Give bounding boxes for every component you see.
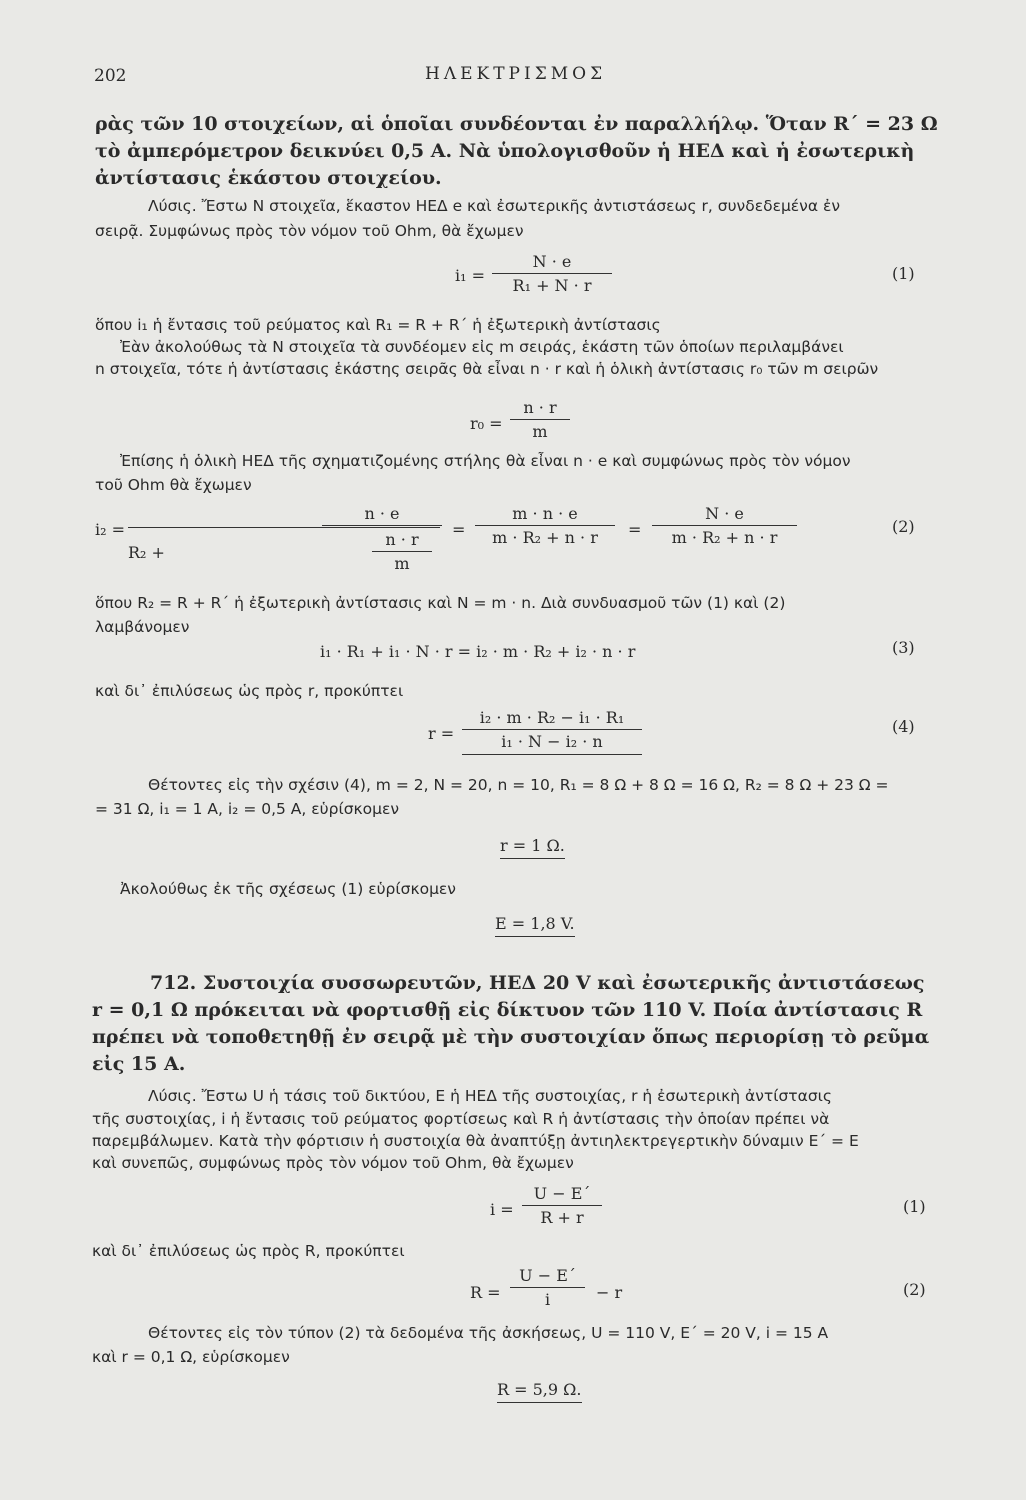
main-fraction-bar	[128, 527, 440, 528]
inner-fraction	[372, 530, 432, 573]
fraction-numerator: n · r	[510, 398, 570, 420]
equation-fraction	[462, 708, 642, 755]
problem-text-line: πρέπει νὰ τοποθετηθῇ ἐν σειρᾷ μὲ τὴν συστοιχίαν ὅπως περιορίσῃ τὸ ρεῦμα	[92, 1026, 930, 1048]
fraction-denominator: m · R₂ + n · r	[671, 528, 778, 547]
equation-lhs: i₁ =	[455, 266, 486, 285]
equals-sign: =	[452, 520, 466, 539]
equation-fraction	[510, 398, 570, 441]
problem-text-line: ρὰς τῶν 10 στοιχείων, αἱ ὁποῖαι συνδέονται ἐν παραλλήλῳ. Ὅταν R΄ = 23 Ω	[95, 113, 938, 135]
fraction-numerator: N · e	[492, 252, 612, 274]
equation-tail: − r	[596, 1283, 623, 1302]
equation-lhs: r =	[428, 724, 455, 743]
problem-text-line: εἰς 15 Α.	[92, 1053, 186, 1075]
equation-lhs: i =	[490, 1200, 514, 1219]
problem-text-line: τὸ ἀμπερόμετρον δεικνύει 0,5 Α. Νὰ ὑπολογισθοῦν ἡ ΗΕΔ καὶ ἡ ἐσωτερικὴ	[95, 140, 915, 162]
fraction-denominator: R + r	[540, 1208, 584, 1227]
fraction-numerator: i₂ · m · R₂ − i₁ · R₁	[462, 708, 642, 730]
equation-fraction	[475, 504, 615, 547]
equation-lhs: R =	[470, 1283, 501, 1302]
fraction-denominator: m	[532, 422, 548, 441]
fraction-numerator: N · e	[652, 504, 797, 526]
equation: i₁ · R₁ + i₁ · N · r = i₂ · m · R₂ + i₂ · n · r	[320, 642, 636, 661]
equation-fraction	[652, 504, 797, 547]
equals-sign: =	[628, 520, 642, 539]
equation-number: (2)	[903, 1280, 926, 1299]
solution-text-line: Θέτοντες εἰς τὸν τύπον (2) τὰ δεδομένα τῆς ἀσκήσεως, U = 110 V, E΄ = 20 V, i = 15 A	[148, 1324, 829, 1342]
equation-number: (3)	[892, 638, 915, 657]
result-r: R = 5,9 Ω.	[497, 1380, 582, 1403]
equation-number: (1)	[903, 1197, 926, 1216]
equation-lhs: i₂ =	[95, 520, 126, 539]
solution-text-line: Ἀκολούθως ἐκ τῆς σχέσεως (1) εὑρίσκομεν	[120, 880, 456, 898]
solution-text-line: Λύσις. Ἔστω U ἡ τάσις τοῦ δικτύου, Ε ἡ ΗΕΔ τῆς συστοιχίας, r ἡ ἐσωτερικὴ ἀντίστασις	[148, 1087, 832, 1105]
solution-text-line: καὶ r = 0,1 Ω, εὑρίσκομεν	[92, 1348, 290, 1366]
equation-fraction	[510, 1266, 585, 1309]
solution-text-line: = 31 Ω, i₁ = 1 A, i₂ = 0,5 A, εὑρίσκομεν	[95, 800, 400, 818]
fraction-denominator: i₁ · N − i₂ · n	[501, 732, 603, 751]
equation-number: (1)	[892, 264, 915, 283]
fraction-denominator: i	[544, 1290, 551, 1309]
equation-lhs: r₀ =	[470, 414, 503, 433]
solution-text-line: λαμβάνομεν	[95, 618, 190, 636]
fraction-denominator: R₁ + N · r	[512, 276, 592, 295]
problem-text-line: 712. Συστοιχία συσσωρευτῶν, ΗΕΔ 20 V καὶ ἐσωτερικῆς ἀντιστάσεως	[150, 972, 925, 994]
result-e: E = 1,8 V.	[495, 914, 575, 937]
solution-text-line: Λύσις. Ἔστω Ν στοιχεῖα, ἕκαστον ΗΕΔ e καὶ ἐσωτερικῆς ἀντιστάσεως r, συνδεδεμένα ἐν	[148, 197, 841, 215]
solution-text-line: σειρᾷ. Συμφώνως πρὸς τὸν νόμον τοῦ Ohm, θὰ ἔχωμεν	[95, 222, 524, 240]
inner-fraction-numerator: n · r	[372, 530, 432, 552]
solution-text-line: ὅπου i₁ ἡ ἔντασις τοῦ ρεύματος καὶ R₁ = R + R΄ ἡ ἐξωτερικὴ ἀντίστασις	[95, 316, 661, 334]
solution-text-line: καὶ δι᾿ ἐπιλύσεως ὡς πρὸς r, προκύπτει	[95, 682, 404, 700]
solution-text-line: παρεμβάλωμεν. Κατὰ τὴν φόρτισιν ἡ συστοιχία θὰ ἀναπτύξῃ ἀντιηλεκτρεγερτικὴν δύναμιν Ε΄ = Ε	[92, 1132, 859, 1150]
solution-text-line: n στοιχεῖα, τότε ἡ ἀντίστασις ἑκάστης σειρᾶς θὰ εἶναι n · r καὶ ἡ ὁλικὴ ἀντίστασις r₀ τῶν m σειρῶν	[95, 360, 879, 378]
solution-text-line: καὶ συνεπῶς, συμφώνως πρὸς τὸν νόμον τοῦ Ohm, θὰ ἔχωμεν	[92, 1154, 574, 1172]
solution-text-line: Θέτοντες εἰς τὴν σχέσιν (4), m = 2, N = 20, n = 10, R₁ = 8 Ω + 8 Ω = 16 Ω, R₂ = 8 Ω + 23 Ω =	[148, 776, 889, 794]
running-header: ΗΛΕΚΤΡΙΣΜΟΣ	[425, 64, 607, 84]
result-r: r = 1 Ω.	[500, 836, 565, 859]
problem-text-line: r = 0,1 Ω πρόκειται νὰ φορτισθῇ εἰς δίκτυον τῶν 110 V. Ποία ἀντίστασις R	[92, 999, 923, 1021]
fraction-numerator: U − E΄	[510, 1266, 585, 1288]
inner-fraction-denominator: m	[394, 554, 410, 573]
solution-text-line: τῆς συστοιχίας, i ἡ ἔντασις τοῦ ρεύματος φορτίσεως καὶ R ἡ ἀντίστασις τὴν ὁποίαν πρέπει νὰ	[92, 1110, 830, 1128]
fraction-numerator: U − E΄	[522, 1184, 602, 1206]
equation-number: (4)	[892, 717, 915, 736]
equation-number: (2)	[892, 517, 915, 536]
solution-text-line: Ἐὰν ἀκολούθως τὰ Ν στοιχεῖα τὰ συνδέομεν εἰς m σειράς, ἑκάστη τῶν ὁποίων περιλαμβάνει	[120, 338, 844, 356]
solution-text-line: καὶ δι᾿ ἐπιλύσεως ὡς πρὸς R, προκύπτει	[92, 1242, 405, 1260]
solution-text-line: τοῦ Ohm θὰ ἔχωμεν	[95, 476, 252, 494]
fraction-denominator: m · R₂ + n · r	[492, 528, 598, 547]
equation-fraction	[522, 1184, 602, 1227]
compound-denominator-left: R₂ +	[128, 543, 165, 562]
equation-fraction	[492, 252, 612, 295]
solution-text-line: ὅπου R₂ = R + R΄ ἡ ἐξωτερικὴ ἀντίστασις καὶ Ν = m · n. Διὰ συνδυασμοῦ τῶν (1) καὶ (2)	[95, 594, 786, 612]
fraction-numerator: n · e	[322, 504, 442, 526]
fraction-numerator: m · n · e	[475, 504, 615, 526]
solution-text-line: Ἐπίσης ἡ ὁλικὴ ΗΕΔ τῆς σχηματιζομένης στήλης θὰ εἶναι n · e καὶ συμφώνως πρὸς τὸν νόμον	[120, 452, 851, 470]
page-number: 202	[94, 66, 127, 86]
equation-fraction-compound	[322, 504, 442, 526]
problem-text-line: ἀντίστασις ἑκάστου στοιχείου.	[95, 167, 442, 189]
